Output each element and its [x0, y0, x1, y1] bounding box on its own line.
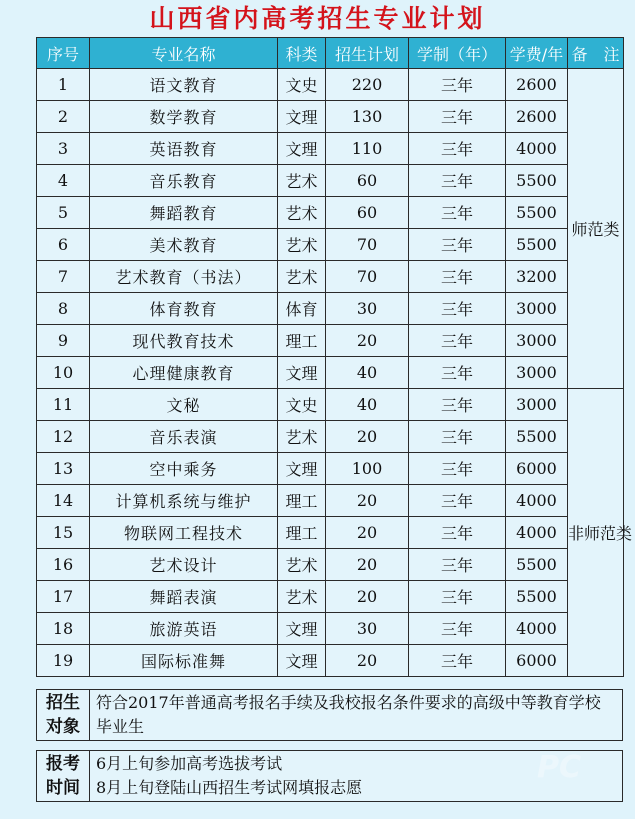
tuition-cell: 6000: [506, 453, 568, 485]
table-row: [37, 645, 624, 677]
watermark-logo: PC: [537, 750, 582, 785]
enrollment-quota-cell: 70: [326, 261, 409, 293]
exam-time-label: [37, 751, 90, 801]
column-header: 学制（年）: [409, 38, 506, 69]
enrollment-quota-cell: 20: [326, 421, 409, 453]
tuition-cell: 3200: [506, 261, 568, 293]
study-length-cell: 三年: [409, 101, 506, 133]
tuition-cell: 4000: [506, 485, 568, 517]
study-length-cell: 三年: [409, 549, 506, 581]
study-length-cell: 三年: [409, 69, 506, 101]
table-row: [37, 517, 624, 549]
table-row: [37, 549, 624, 581]
major-name-cell: 舞蹈表演: [90, 581, 278, 613]
major-name-cell: 英语教育: [90, 133, 278, 165]
enrollment-plan-table: [36, 37, 633, 677]
row-number-cell: 11: [37, 389, 90, 421]
tuition-cell: 6000: [506, 645, 568, 677]
table-row: [37, 485, 624, 517]
tuition-cell: 5500: [506, 581, 568, 613]
row-number-cell: 15: [37, 517, 90, 549]
header-row: [37, 38, 624, 69]
enrollment-quota-cell: 20: [326, 325, 409, 357]
major-name-cell: 艺术教育（书法）: [90, 261, 278, 293]
enrollment-quota-cell: 40: [326, 389, 409, 421]
major-name-cell: 数学教育: [90, 101, 278, 133]
enrollment-quota-cell: 20: [326, 485, 409, 517]
subject-category-cell: 文理: [278, 133, 326, 165]
table-row: [37, 229, 624, 261]
study-length-cell: 三年: [409, 485, 506, 517]
major-name-cell: 文秘: [90, 389, 278, 421]
row-number-cell: 4: [37, 165, 90, 197]
table-row: [37, 357, 624, 389]
row-number-cell: 3: [37, 133, 90, 165]
subject-category-cell: 文理: [278, 101, 326, 133]
enrollment-quota-cell: 130: [326, 101, 409, 133]
study-length-cell: 三年: [409, 645, 506, 677]
table-row: [37, 325, 624, 357]
subject-category-cell: 理工: [278, 517, 326, 549]
study-length-cell: 三年: [409, 293, 506, 325]
major-name-cell: 舞蹈教育: [90, 197, 278, 229]
exam-label-line1: 报考: [46, 754, 80, 774]
row-number-cell: 2: [37, 101, 90, 133]
tuition-cell: 4000: [506, 613, 568, 645]
enrollment-quota-cell: 220: [326, 69, 409, 101]
row-number-cell: 9: [37, 325, 90, 357]
subject-category-cell: 艺术: [278, 197, 326, 229]
tuition-cell: 2600: [506, 101, 568, 133]
admission-target-text: 符合2017年普通高考报名手续及我校报名条件要求的高级中等教育学校毕业生: [96, 693, 601, 736]
row-number-cell: 5: [37, 197, 90, 229]
admission-target-box: [36, 689, 623, 741]
exam-line-1: 6月上旬参加高考选拔考试: [96, 754, 283, 773]
major-name-cell: 物联网工程技术: [90, 517, 278, 549]
tuition-cell: 3000: [506, 357, 568, 389]
major-name-cell: 体育教育: [90, 293, 278, 325]
major-name-cell: 现代教育技术: [90, 325, 278, 357]
table-header: [37, 38, 624, 69]
enrollment-quota-cell: 30: [326, 293, 409, 325]
table-row: [37, 197, 624, 229]
major-name-cell: 语文教育: [90, 69, 278, 101]
major-name-cell: 心理健康教育: [90, 357, 278, 389]
major-name-cell: 艺术设计: [90, 549, 278, 581]
subject-category-cell: 文理: [278, 357, 326, 389]
enrollment-quota-cell: 40: [326, 357, 409, 389]
study-length-cell: 三年: [409, 165, 506, 197]
column-header: 科类: [278, 38, 326, 69]
study-length-cell: 三年: [409, 357, 506, 389]
major-name-cell: 美术教育: [90, 229, 278, 261]
subject-category-cell: 文理: [278, 453, 326, 485]
admission-label-line2: 对象: [46, 717, 80, 737]
major-name-cell: 音乐教育: [90, 165, 278, 197]
study-length-cell: 三年: [409, 613, 506, 645]
study-length-cell: 三年: [409, 229, 506, 261]
admission-label-line1: 招生: [46, 693, 80, 713]
table-row: [37, 421, 624, 453]
tuition-cell: 3000: [506, 389, 568, 421]
enrollment-quota-cell: 20: [326, 581, 409, 613]
table-row: [37, 293, 624, 325]
subject-category-cell: 理工: [278, 485, 326, 517]
major-name-cell: 空中乘务: [90, 453, 278, 485]
subject-category-cell: 文史: [278, 69, 326, 101]
subject-category-cell: 艺术: [278, 261, 326, 293]
enrollment-quota-cell: 70: [326, 229, 409, 261]
major-name-cell: 计算机系统与维护: [90, 485, 278, 517]
exam-time-box: [36, 750, 623, 802]
table-row: [37, 69, 624, 101]
study-length-cell: 三年: [409, 453, 506, 485]
subject-category-cell: 艺术: [278, 229, 326, 261]
study-length-cell: 三年: [409, 325, 506, 357]
major-name-cell: 旅游英语: [90, 613, 278, 645]
tuition-cell: 5500: [506, 549, 568, 581]
enrollment-quota-cell: 30: [326, 613, 409, 645]
table-row: [37, 453, 624, 485]
tuition-cell: 2600: [506, 69, 568, 101]
subject-category-cell: 艺术: [278, 421, 326, 453]
tuition-cell: 5500: [506, 197, 568, 229]
table-row: [37, 101, 624, 133]
row-number-cell: 13: [37, 453, 90, 485]
note-cell: 非师范类: [568, 389, 624, 677]
table-row: [37, 261, 624, 293]
row-number-cell: 6: [37, 229, 90, 261]
row-number-cell: 19: [37, 645, 90, 677]
tuition-cell: 5500: [506, 421, 568, 453]
column-header: 序号: [37, 38, 90, 69]
enrollment-quota-cell: 20: [326, 549, 409, 581]
enrollment-quota-cell: 100: [326, 453, 409, 485]
table-row: [37, 581, 624, 613]
row-number-cell: 14: [37, 485, 90, 517]
subject-category-cell: 体育: [278, 293, 326, 325]
subject-category-cell: 艺术: [278, 549, 326, 581]
study-length-cell: 三年: [409, 133, 506, 165]
row-number-cell: 10: [37, 357, 90, 389]
major-name-cell: 音乐表演: [90, 421, 278, 453]
major-name-cell: 国际标准舞: [90, 645, 278, 677]
tuition-cell: 3000: [506, 293, 568, 325]
row-number-cell: 1: [37, 69, 90, 101]
tuition-cell: 4000: [506, 517, 568, 549]
enrollment-quota-cell: 110: [326, 133, 409, 165]
tuition-cell: 3000: [506, 325, 568, 357]
column-header: 专业名称: [90, 38, 278, 69]
subject-category-cell: 艺术: [278, 165, 326, 197]
tuition-cell: 5500: [506, 229, 568, 261]
subject-category-cell: 文理: [278, 645, 326, 677]
study-length-cell: 三年: [409, 261, 506, 293]
row-number-cell: 7: [37, 261, 90, 293]
table-row: [37, 389, 624, 421]
subject-category-cell: 艺术: [278, 581, 326, 613]
exam-label-line2: 时间: [46, 778, 80, 798]
row-number-cell: 12: [37, 421, 90, 453]
study-length-cell: 三年: [409, 197, 506, 229]
study-length-cell: 三年: [409, 421, 506, 453]
exam-line-2: 8月上旬登陆山西招生考试网填报志愿: [96, 778, 363, 797]
study-length-cell: 三年: [409, 581, 506, 613]
study-length-cell: 三年: [409, 517, 506, 549]
row-number-cell: 16: [37, 549, 90, 581]
subject-category-cell: 文史: [278, 389, 326, 421]
row-number-cell: 18: [37, 613, 90, 645]
enrollment-quota-cell: 20: [326, 517, 409, 549]
column-header: 备 注: [568, 38, 624, 69]
row-number-cell: 17: [37, 581, 90, 613]
enrollment-quota-cell: 60: [326, 197, 409, 229]
column-header: 招生计划: [326, 38, 409, 69]
table-row: [37, 165, 624, 197]
admission-target-label: [37, 690, 90, 740]
note-cell: 师范类: [568, 69, 624, 389]
table-body: [37, 69, 633, 677]
subject-category-cell: 理工: [278, 325, 326, 357]
table-row: [37, 613, 624, 645]
tuition-cell: 4000: [506, 133, 568, 165]
page-title: 山西省内高考招生专业计划: [149, 4, 486, 33]
tuition-cell: 5500: [506, 165, 568, 197]
row-number-cell: 8: [37, 293, 90, 325]
study-length-cell: 三年: [409, 389, 506, 421]
enrollment-quota-cell: 20: [326, 645, 409, 677]
subject-category-cell: 文理: [278, 613, 326, 645]
enrollment-quota-cell: 60: [326, 165, 409, 197]
table-row: [37, 133, 624, 165]
column-header: 学费/年: [506, 38, 568, 69]
